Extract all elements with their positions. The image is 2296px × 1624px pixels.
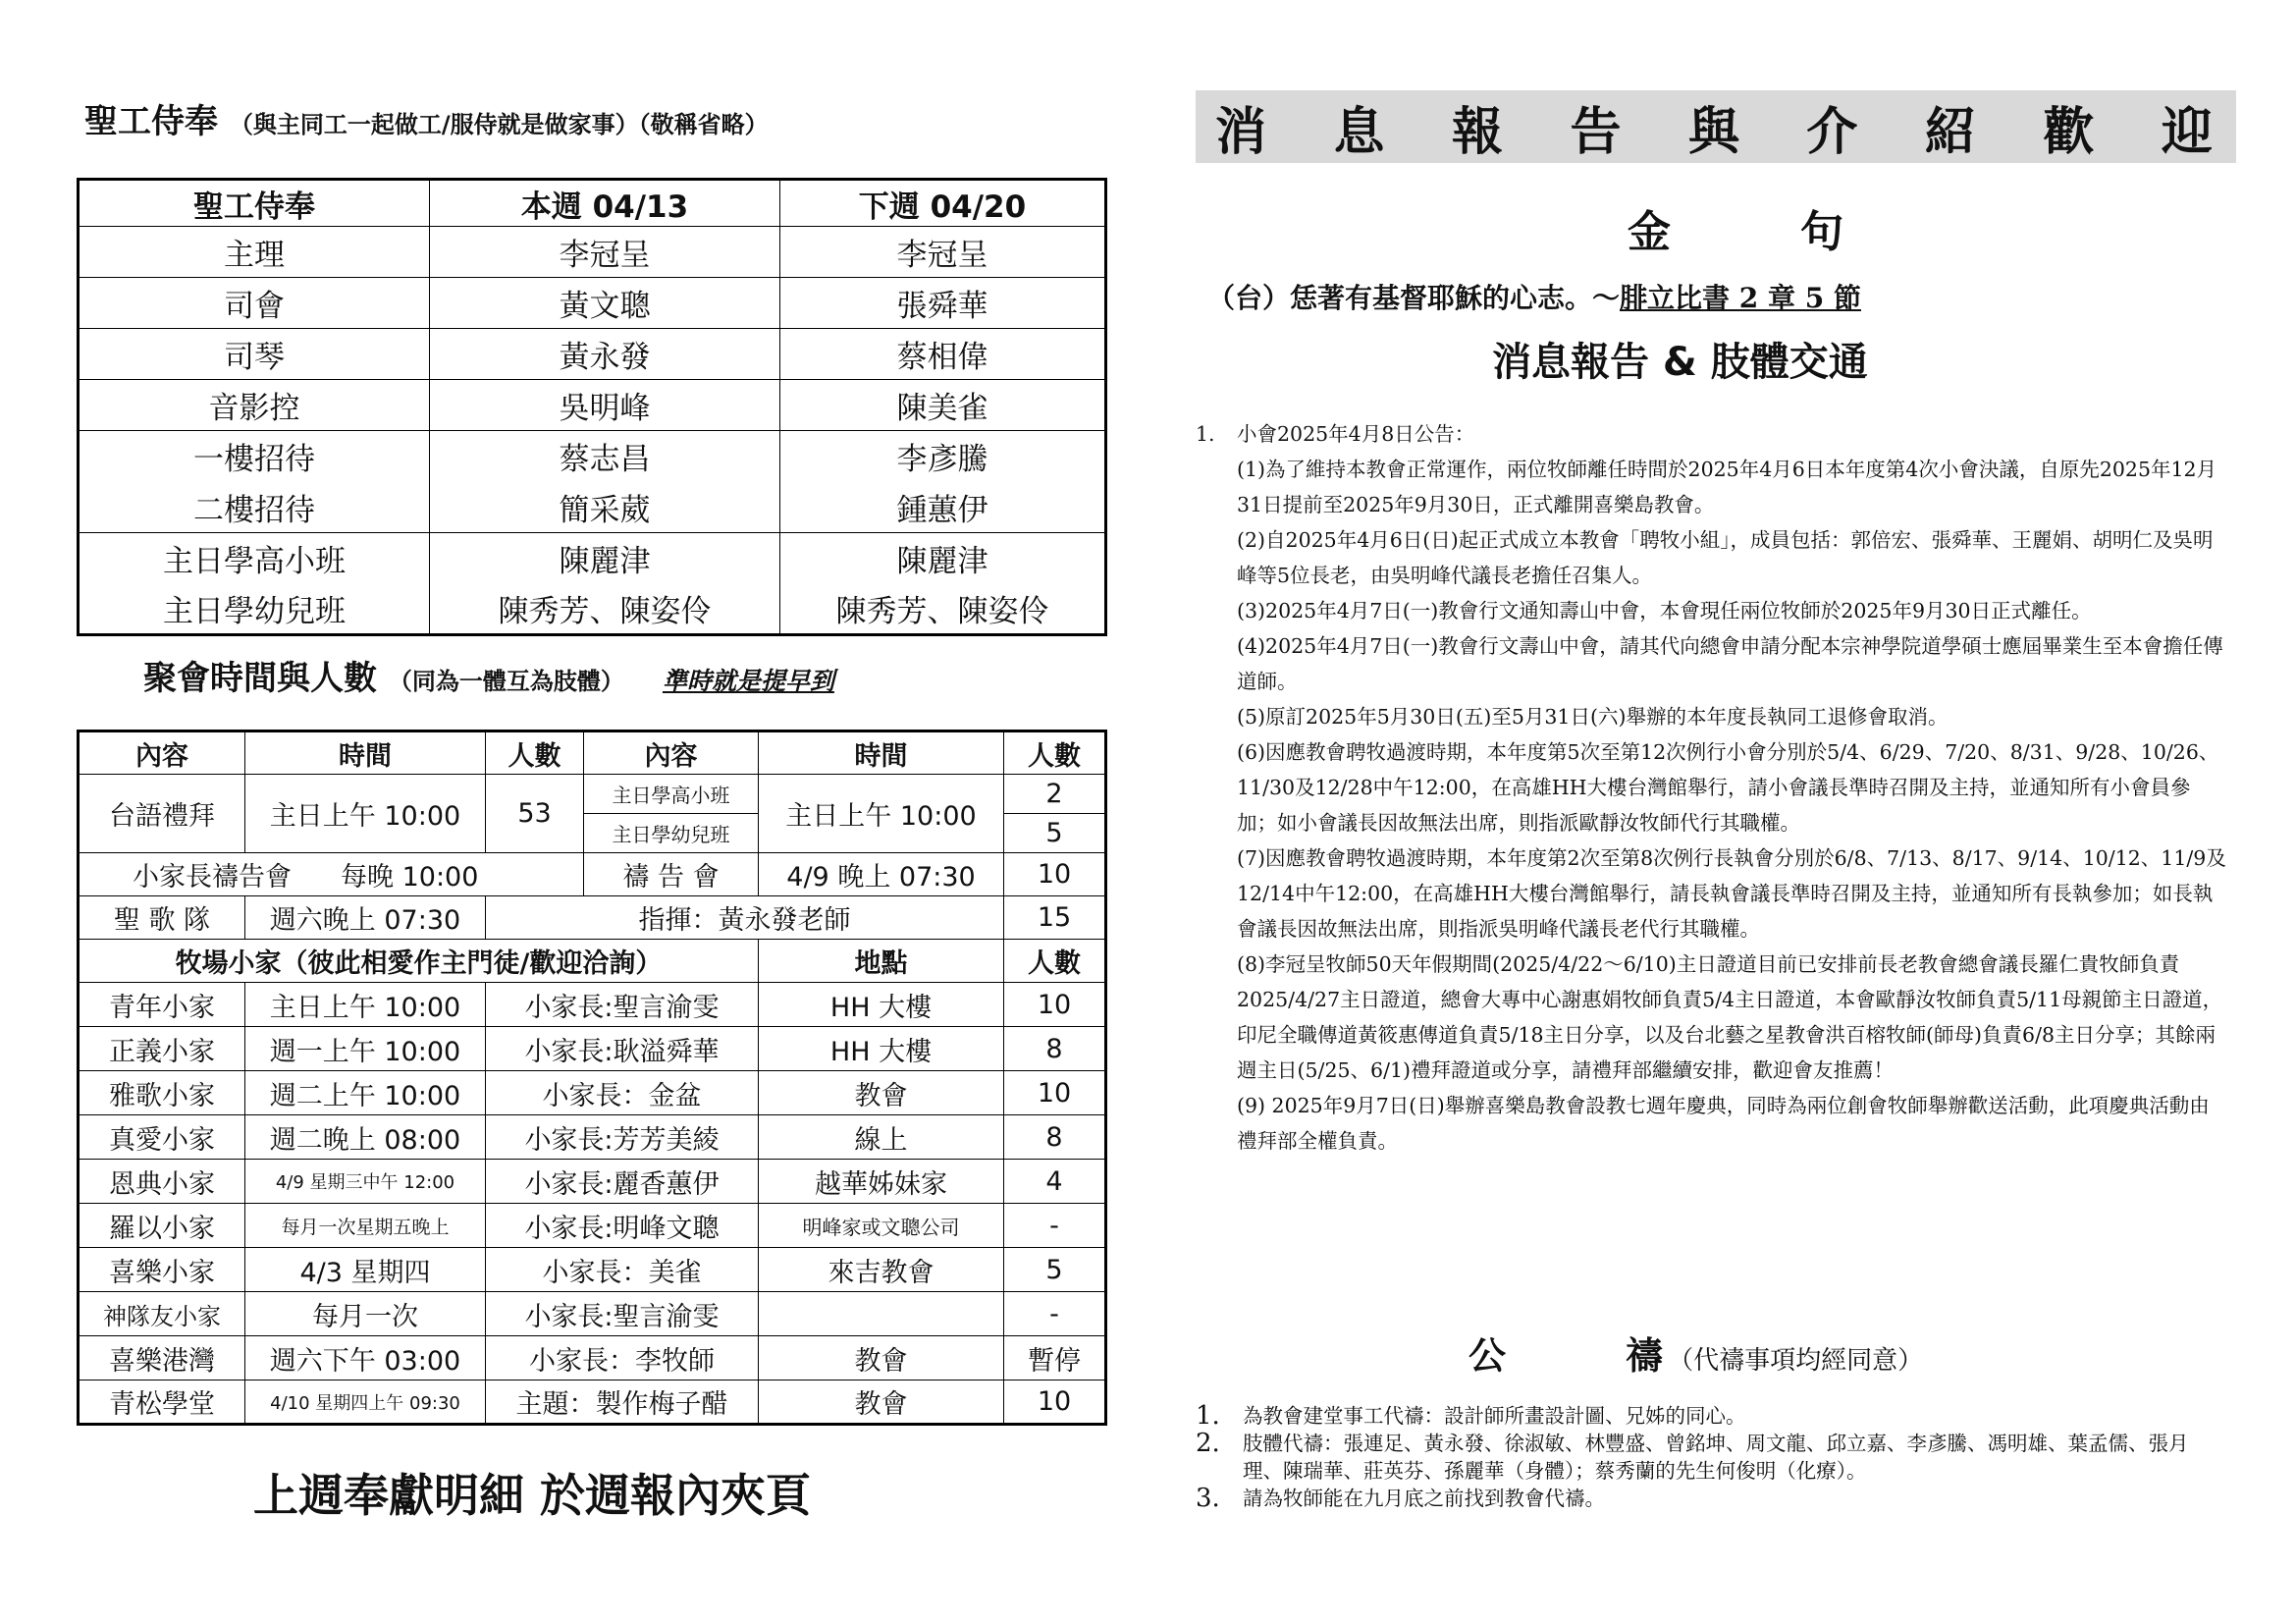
service-title-char: 工: [118, 94, 151, 142]
offering-title-char: 奉: [344, 1460, 389, 1525]
news-item: (2)自2025年4月6日(日)起正式成立本教會「聘牧小組」，成員包括：郭倍宏、張舜華、王麗娟、胡明仁及吳明峰等5位長老，由吳明峰代議長老擔任召集人。: [1237, 528, 2214, 587]
service-role: 司會: [79, 278, 430, 329]
prayer-number: 2.: [1196, 1429, 1220, 1458]
leader-prayer-time: 每晚 10:00: [341, 862, 479, 893]
group-time: 4/10 星期四上午 09:30: [245, 1380, 486, 1425]
group-count: 8: [1004, 1115, 1106, 1160]
group-leader: 小家長：李牧師: [486, 1336, 759, 1380]
group-count: 暫停: [1004, 1336, 1106, 1380]
service-this-week: 陳麗津: [430, 533, 780, 584]
group-place: 越華姊妹家: [759, 1160, 1004, 1204]
group-leader: 小家長：金盆: [486, 1071, 759, 1115]
group-place: 教會: [759, 1336, 1004, 1380]
news-item: (9) 2025年9月7日(日)舉辦喜樂島教會設教七週年慶典，同時為兩位創會牧師舉辦歡送活動，此項慶典活動由禮拜部全權負責。: [1237, 1094, 2210, 1153]
news-item: (1)為了維持本教會正常運作，兩位牧師離任時間於2025年4月6日本年度第4次小會決議，自原先2025年12月31日提前至2025年9月30日，正式離開喜樂島教會。: [1237, 458, 2217, 516]
sunday-school-kids: 主日學幼兒班: [584, 814, 759, 853]
leader-prayer-name: 小家長禱告會: [133, 862, 292, 893]
service-this-week: 陳秀芳、陳姿伶: [430, 584, 780, 635]
prayer-title-char: 公: [1468, 1326, 1506, 1380]
service-this-week: 簡采葳: [430, 482, 780, 533]
service-next-week: 陳麗津: [780, 533, 1106, 584]
choir-conductor: 指揮：黃永發老師: [486, 896, 1004, 940]
group-place: 明峰家或文聰公司: [759, 1204, 1004, 1248]
prayer-number: 3.: [1196, 1484, 1220, 1513]
group-leader: 小家長:芳芳美綾: [486, 1115, 759, 1160]
group-time: 4/3 星期四: [245, 1248, 486, 1292]
sunday-school-senior-count: 2: [1004, 775, 1106, 814]
group-time: 每月一次: [245, 1292, 486, 1336]
meeting-header: 時間: [759, 731, 1004, 775]
group-leader: 小家長：美雀: [486, 1248, 759, 1292]
service-role: 一樓招待: [79, 431, 430, 482]
banner-char: 消: [1215, 102, 1271, 162]
group-place: HH 大樓: [759, 1027, 1004, 1071]
verse-title-char: 句: [1800, 196, 1843, 259]
service-this-week: 吳明峰: [430, 380, 780, 431]
group-leader: 小家長:耿溢舜華: [486, 1027, 759, 1071]
service-title: [84, 94, 769, 142]
banner-char: 介: [1806, 102, 1862, 162]
prayer-text: 為教會建堂事工代禱：設計師所畫設計圖、兄姊的同心。: [1243, 1404, 1746, 1428]
prayer-meeting-name: 禱 告 會: [584, 853, 759, 896]
group-time: 主日上午 10:00: [245, 983, 486, 1027]
verse-reference: 腓立比書 2 章 5 節: [1620, 282, 1861, 314]
news-item: (4)2025年4月7日(一)教會行文壽山中會，請其代向總會申請分配本宗神學院道學碩士應屆畢業生至本會擔任傳道師。: [1237, 634, 2223, 693]
service-next-week: 蔡相偉: [780, 329, 1106, 380]
group-place: 來吉教會: [759, 1248, 1004, 1292]
news-head: 小會2025年4月8日公告：: [1237, 422, 1475, 446]
meeting-motto: 準時就是提早到: [662, 667, 834, 695]
service-next-week: 陳美雀: [780, 380, 1106, 431]
news-item: (3)2025年4月7日(一)教會行文通知壽山中會，本會現任兩位牧師於2025年9月30日正式離任。: [1237, 599, 2092, 623]
group-place: HH 大樓: [759, 983, 1004, 1027]
meeting-title-char: 會: [177, 651, 210, 699]
group-count: 10: [1004, 1380, 1106, 1425]
banner-char: 息: [1333, 102, 1389, 162]
service-role: 二樓招待: [79, 482, 430, 533]
service-role: 主日學高小班: [79, 533, 430, 584]
prayer-item: [1196, 1402, 2226, 1430]
service-next-week: 張舜華: [780, 278, 1106, 329]
news-head-row: [1196, 416, 2226, 452]
group-leader: 小家長:聖言渝雯: [486, 1292, 759, 1336]
offering-title: [253, 1460, 811, 1525]
banner-char: 紹: [1924, 102, 1980, 162]
service-next-week: 李彥騰: [780, 431, 1106, 482]
group-name: 神隊友小家: [79, 1292, 245, 1336]
news-item: (5)原訂2025年5月30日(五)至5月31日(六)舉辦的本年度長執同工退修會取消。: [1237, 705, 1949, 729]
group-leader: 小家長:聖言渝雯: [486, 983, 759, 1027]
meeting-title-char: 時: [210, 651, 243, 699]
meeting-header: 內容: [79, 731, 245, 775]
meeting-title-char: 與: [277, 651, 310, 699]
offering-title-rest: 於週報內夾頁: [524, 1469, 812, 1522]
service-header: 下週 04/20: [780, 180, 1106, 227]
service-header: 本週 04/13: [430, 180, 780, 227]
meeting-title-char: 聚: [143, 651, 177, 699]
group-name: 青松學堂: [79, 1380, 245, 1425]
verse-text: （台）恁著有基督耶穌的心志。～: [1207, 282, 1621, 314]
banner-char: 迎: [2161, 102, 2216, 162]
news-item: (8)李冠呈牧師50天年假期間(2025/4/22～6/10)主日證道目前已安排前長老教會總會議長羅仁貴牧師負責2025/4/27主日證道，總會大專中心謝惠娟牧師負責5/4主日證道，本會歐靜汝牧師負責5/11母親節主日證道，印尼全職傳道黃筱惠傳道負責5/18主日分享，以及台北藝之星教會洪百榕牧師(師母)負責6/8主日分享；其餘兩週主日(5/25、6/1)禮拜證道或分享，請禮拜部繼續安排，歡迎會友推薦！: [1237, 952, 2223, 1082]
service-next-week: 鍾蕙伊: [780, 482, 1106, 533]
announcement-banner: [1196, 90, 2236, 163]
group-leader: 主題：製作梅子醋: [486, 1380, 759, 1425]
group-time: 週一上午 10:00: [245, 1027, 486, 1071]
meeting-header: 人數: [1004, 731, 1106, 775]
news-title-char: 體: [1750, 331, 1789, 387]
sunday-school-kids-count: 5: [1004, 814, 1106, 853]
service-title-char: 奉: [185, 94, 218, 142]
prayer-title: [1468, 1326, 1923, 1380]
news-title-char: 告: [1610, 331, 1649, 387]
service-this-week: 蔡志昌: [430, 431, 780, 482]
group-name: 恩典小家: [79, 1160, 245, 1204]
sunday-school-senior: 主日學高小班: [584, 775, 759, 814]
verse-line: [1207, 277, 1861, 316]
verse-title: [1628, 196, 1843, 259]
group-count: 8: [1004, 1027, 1106, 1071]
news-title-char: 消: [1492, 331, 1531, 387]
left-page: [77, 0, 1109, 1624]
group-place: 線上: [759, 1115, 1004, 1160]
service-role: 主日學幼兒班: [79, 584, 430, 635]
worship-time: 主日上午 10:00: [245, 775, 486, 853]
news-title-char: 報: [1571, 331, 1610, 387]
prayer-number: 1.: [1196, 1401, 1220, 1431]
service-next-week: 陳秀芳、陳姿伶: [780, 584, 1106, 635]
news-list: [1196, 452, 2226, 1159]
group-count: 4: [1004, 1160, 1106, 1204]
meeting-table: [77, 730, 1107, 1426]
banner-char: 告: [1570, 102, 1626, 162]
service-role: 音影控: [79, 380, 430, 431]
news-item: (7)因應教會聘牧過渡時期，本年度第2次至第8次例行長執會分別於6/8、7/13、8/17、9/14、10/12、11/9及12/14中午12:00，在高雄HH大樓台灣館舉行，請長執會議長準時召開及主持，並通知所有長執參加；如長執會議長因故無法出席，則指派吳明峰代議長老代行其職權。: [1237, 846, 2226, 941]
service-this-week: 李冠呈: [430, 227, 780, 278]
meeting-title: [143, 651, 834, 699]
service-this-week: 黃文聰: [430, 278, 780, 329]
prayer-text: 請為牧師能在九月底之前找到教會代禱。: [1243, 1487, 1605, 1510]
group-leader: 小家長:麗香蕙伊: [486, 1160, 759, 1204]
group-count: -: [1004, 1204, 1106, 1248]
group-count: 10: [1004, 1071, 1106, 1115]
group-place: 教會: [759, 1380, 1004, 1425]
leader-prayer-row: [79, 853, 584, 896]
prayer-text: 肢體代禱：張連足、黃永發、徐淑敏、林豐盛、曾銘坤、周文龍、邱立嘉、李彥騰、馮明雄、葉孟儒、張月理、陳瑞華、莊英芬、孫麗華（身體）；蔡秀蘭的先生何俊明（化療）。: [1243, 1432, 2189, 1483]
group-time: 4/9 星期三中午 12:00: [245, 1160, 486, 1204]
meeting-subtitle: （同為一體互為肢體）: [388, 668, 624, 695]
banner-char: 與: [1687, 102, 1743, 162]
service-table: [77, 178, 1107, 636]
prayer-list: [1196, 1402, 2226, 1512]
group-header: 地點: [759, 940, 1004, 983]
news-item: (6)因應教會聘牧過渡時期，本年度第5次至第12次例行小會分別於5/4、6/29、7/20、8/31、9/28、10/26、11/30及12/28中午12:00，在高雄HH大樓台灣館舉行，請小會議長準時召開及主持，並通知所有小會員參加；如小會議長因故無法出席，則指派歐靜汝牧師代行其職權。: [1237, 740, 2219, 835]
offering-title-char: 獻: [389, 1460, 434, 1525]
group-name: 雅歌小家: [79, 1071, 245, 1115]
worship-name: 台語禮拜: [79, 775, 245, 853]
service-title-char: 聖: [84, 94, 118, 142]
group-header: 人數: [1004, 940, 1106, 983]
news-title-char: 息: [1531, 331, 1571, 387]
verse-title-char: 金: [1628, 196, 1671, 259]
meeting-title-char: 人: [310, 651, 344, 699]
group-time: 每月一次星期五晚上: [245, 1204, 486, 1248]
prayer-meeting-time: 4/9 晚上 07:30: [759, 853, 1004, 896]
sunday-school-time: 主日上午 10:00: [759, 775, 1004, 853]
service-header: 聖工侍奉: [79, 180, 430, 227]
service-role: 司琴: [79, 329, 430, 380]
group-count: 10: [1004, 983, 1106, 1027]
prayer-title-char: 禱: [1626, 1326, 1663, 1380]
prayer-item: [1196, 1430, 2226, 1485]
meeting-header: 內容: [584, 731, 759, 775]
service-next-week: 李冠呈: [780, 227, 1106, 278]
group-time: 週二上午 10:00: [245, 1071, 486, 1115]
prayer-meeting-count: 10: [1004, 853, 1106, 896]
group-name: 青年小家: [79, 983, 245, 1027]
group-count: 5: [1004, 1248, 1106, 1292]
offering-title-char: 上: [253, 1460, 298, 1525]
group-place: [759, 1292, 1004, 1336]
group-count: -: [1004, 1292, 1106, 1336]
offering-title-char: 細: [479, 1460, 524, 1525]
group-name: 真愛小家: [79, 1115, 245, 1160]
meeting-header: 人數: [486, 731, 584, 775]
service-role: 主理: [79, 227, 430, 278]
prayer-item: [1196, 1485, 2226, 1512]
news-title-amp: &: [1649, 340, 1711, 385]
service-this-week: 黃永發: [430, 329, 780, 380]
news-number: 1.: [1196, 422, 1215, 446]
news-title-char: 通: [1829, 331, 1868, 387]
meeting-title-char: 數: [344, 651, 377, 699]
banner-char: 報: [1451, 102, 1507, 162]
meeting-title-char: 間: [243, 651, 277, 699]
choir-time: 週六晚上 07:30: [245, 896, 486, 940]
choir-count: 15: [1004, 896, 1106, 940]
service-title-char: 侍: [151, 94, 185, 142]
choir-name: 聖 歌 隊: [79, 896, 245, 940]
group-place: 教會: [759, 1071, 1004, 1115]
banner-char: 歡: [2043, 102, 2099, 162]
meeting-header: 時間: [245, 731, 486, 775]
group-time: 週六下午 03:00: [245, 1336, 486, 1380]
group-leader: 小家長:明峰文聰: [486, 1204, 759, 1248]
group-name: 正義小家: [79, 1027, 245, 1071]
news-title-char: 肢: [1711, 331, 1750, 387]
offering-title-char: 明: [434, 1460, 479, 1525]
group-name: 喜樂小家: [79, 1248, 245, 1292]
right-page: [1196, 0, 2236, 1624]
news-body: [1196, 416, 2226, 1159]
offering-title-char: 週: [298, 1460, 344, 1525]
group-header: 牧場小家（彼此相愛作主門徒/歡迎洽詢）: [79, 940, 759, 983]
group-name: 喜樂港灣: [79, 1336, 245, 1380]
group-name: 羅以小家: [79, 1204, 245, 1248]
worship-count: 53: [486, 775, 584, 853]
news-title: [1492, 331, 1868, 387]
news-title-char: 交: [1789, 331, 1829, 387]
prayer-subtitle: （代禱事項均經同意）: [1668, 1346, 1924, 1376]
group-time: 週二晚上 08:00: [245, 1115, 486, 1160]
service-subtitle: （與主同工一起做工/服侍就是做家事）（敬稱省略）: [229, 111, 769, 138]
